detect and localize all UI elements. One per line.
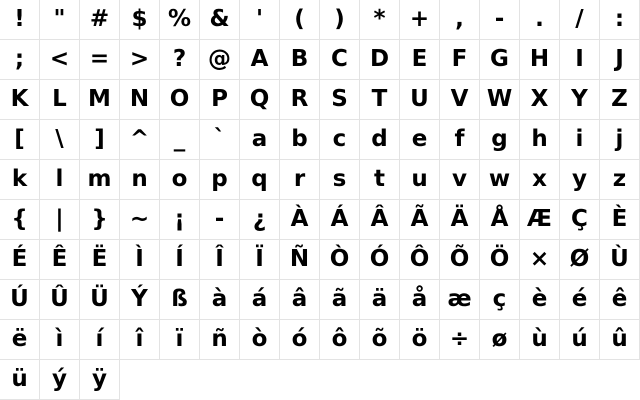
glyph-cell[interactable]: n	[120, 160, 160, 200]
glyph-cell[interactable]: h	[520, 120, 560, 160]
glyph-row	[0, 200, 640, 240]
glyph-cell[interactable]: }	[80, 200, 120, 240]
glyph-cell[interactable]: G	[480, 40, 520, 80]
glyph-cell[interactable]: Ú	[0, 280, 40, 320]
glyph-cell[interactable]: L	[40, 80, 80, 120]
glyph-row	[0, 320, 640, 360]
glyph-cell[interactable]: \	[40, 120, 80, 160]
glyph-cell[interactable]: ó	[280, 320, 320, 360]
glyph-cell[interactable]: Q	[240, 80, 280, 120]
glyph-cell[interactable]: ]	[80, 120, 120, 160]
glyph-cell[interactable]: -	[200, 200, 240, 240]
glyph-cell[interactable]: û	[600, 320, 640, 360]
glyph-cell[interactable]: -	[480, 0, 520, 40]
glyph-cell[interactable]: î	[120, 320, 160, 360]
glyph-row	[0, 0, 640, 40]
glyph-cell[interactable]: F	[440, 40, 480, 80]
glyph-cell[interactable]: `	[200, 120, 240, 160]
glyph-cell[interactable]: A	[240, 40, 280, 80]
glyph-cell[interactable]: v	[440, 160, 480, 200]
glyph-cell[interactable]: Ø	[560, 240, 600, 280]
glyph-cell[interactable]: i	[560, 120, 600, 160]
glyph-cell[interactable]: P	[200, 80, 240, 120]
glyph-cell[interactable]: í	[80, 320, 120, 360]
glyph-cell[interactable]: ê	[600, 280, 640, 320]
glyph-row	[0, 40, 640, 80]
glyph-cell[interactable]: o	[160, 160, 200, 200]
glyph-cell[interactable]: ^	[120, 120, 160, 160]
glyph-cell[interactable]: æ	[440, 280, 480, 320]
glyph-cell[interactable]: *	[360, 0, 400, 40]
glyph-cell[interactable]: !	[0, 0, 40, 40]
glyph-cell[interactable]: W	[480, 80, 520, 120]
glyph-cell[interactable]: ù	[520, 320, 560, 360]
glyph-cell[interactable]: Y	[560, 80, 600, 120]
glyph-cell[interactable]: Ó	[360, 240, 400, 280]
glyph-cell[interactable]: j	[600, 120, 640, 160]
glyph-cell[interactable]: )	[320, 0, 360, 40]
glyph-cell[interactable]: Ã	[400, 200, 440, 240]
glyph-cell[interactable]: ä	[360, 280, 400, 320]
glyph-cell[interactable]: Ù	[600, 240, 640, 280]
glyph-cell[interactable]: x	[520, 160, 560, 200]
glyph-cell[interactable]: ò	[240, 320, 280, 360]
glyph-cell[interactable]: Ì	[120, 240, 160, 280]
glyph-cell[interactable]: #	[80, 0, 120, 40]
glyph-cell[interactable]: $	[120, 0, 160, 40]
glyph-row	[0, 80, 640, 120]
glyph-cell[interactable]: V	[440, 80, 480, 120]
glyph-cell[interactable]: ç	[480, 280, 520, 320]
glyph-cell[interactable]: Ï	[240, 240, 280, 280]
glyph-cell[interactable]: ¡	[160, 200, 200, 240]
glyph-cell[interactable]: ú	[560, 320, 600, 360]
glyph-cell[interactable]: ÿ	[80, 360, 120, 400]
glyph-cell[interactable]: %	[160, 0, 200, 40]
glyph-cell[interactable]: Ò	[320, 240, 360, 280]
glyph-cell[interactable]: Â	[360, 200, 400, 240]
glyph-cell[interactable]: E	[400, 40, 440, 80]
glyph-cell[interactable]: R	[280, 80, 320, 120]
glyph-cell[interactable]: [	[0, 120, 40, 160]
glyph-cell[interactable]: M	[80, 80, 120, 120]
glyph-cell[interactable]: ï	[160, 320, 200, 360]
glyph-cell[interactable]: B	[280, 40, 320, 80]
glyph-cell[interactable]: Ô	[400, 240, 440, 280]
glyph-cell[interactable]: X	[520, 80, 560, 120]
glyph-cell[interactable]: È	[600, 200, 640, 240]
glyph-cell[interactable]: É	[0, 240, 40, 280]
glyph-cell[interactable]: é	[560, 280, 600, 320]
glyph-cell[interactable]: C	[320, 40, 360, 80]
glyph-cell[interactable]: ã	[320, 280, 360, 320]
glyph-cell[interactable]: &	[200, 0, 240, 40]
glyph-cell[interactable]: T	[360, 80, 400, 120]
glyph-cell[interactable]: :	[600, 0, 640, 40]
glyph-cell[interactable]: .	[520, 0, 560, 40]
glyph-cell[interactable]: a	[240, 120, 280, 160]
glyph-cell[interactable]: b	[280, 120, 320, 160]
glyph-cell[interactable]: K	[0, 80, 40, 120]
glyph-row	[0, 160, 640, 200]
glyph-cell[interactable]: Ê	[40, 240, 80, 280]
glyph-cell[interactable]: Ç	[560, 200, 600, 240]
glyph-cell[interactable]: O	[160, 80, 200, 120]
glyph-cell[interactable]: |	[40, 200, 80, 240]
glyph-cell[interactable]: H	[520, 40, 560, 80]
glyph-cell[interactable]: +	[400, 0, 440, 40]
glyph-cell[interactable]: ö	[400, 320, 440, 360]
glyph-cell[interactable]: ü	[0, 360, 40, 400]
glyph-cell[interactable]: <	[40, 40, 80, 80]
glyph-cell[interactable]: Í	[160, 240, 200, 280]
glyph-cell[interactable]: à	[200, 280, 240, 320]
glyph-cell[interactable]: u	[400, 160, 440, 200]
glyph-cell[interactable]: =	[80, 40, 120, 80]
glyph-cell[interactable]: ß	[160, 280, 200, 320]
glyph-cell[interactable]: s	[320, 160, 360, 200]
glyph-cell[interactable]: p	[200, 160, 240, 200]
glyph-cell[interactable]: ñ	[200, 320, 240, 360]
glyph-cell[interactable]: Z	[600, 80, 640, 120]
glyph-cell[interactable]: '	[240, 0, 280, 40]
glyph-cell[interactable]: S	[320, 80, 360, 120]
glyph-cell[interactable]: z	[600, 160, 640, 200]
glyph-cell[interactable]: Ü	[80, 280, 120, 320]
glyph-row	[0, 240, 640, 280]
glyph-cell[interactable]: w	[480, 160, 520, 200]
glyph-cell[interactable]: ý	[40, 360, 80, 400]
glyph-cell[interactable]: õ	[360, 320, 400, 360]
glyph-cell[interactable]: Å	[480, 200, 520, 240]
glyph-cell[interactable]: À	[280, 200, 320, 240]
glyph-cell[interactable]: "	[40, 0, 80, 40]
glyph-cell[interactable]: ì	[40, 320, 80, 360]
glyph-cell[interactable]: Ý	[120, 280, 160, 320]
glyph-cell[interactable]: (	[280, 0, 320, 40]
glyph-cell[interactable]: Û	[40, 280, 80, 320]
glyph-cell[interactable]: å	[400, 280, 440, 320]
glyph-cell[interactable]: ë	[0, 320, 40, 360]
glyph-cell[interactable]: ÷	[440, 320, 480, 360]
glyph-cell[interactable]: e	[400, 120, 440, 160]
glyph-cell[interactable]: c	[320, 120, 360, 160]
glyph-cell[interactable]: ~	[120, 200, 160, 240]
glyph-cell[interactable]: Ä	[440, 200, 480, 240]
glyph-cell[interactable]: _	[160, 120, 200, 160]
glyph-cell[interactable]: f	[440, 120, 480, 160]
glyph-cell[interactable]: l	[40, 160, 80, 200]
glyph-cell[interactable]: @	[200, 40, 240, 80]
glyph-cell[interactable]: ø	[480, 320, 520, 360]
glyph-cell[interactable]: Î	[200, 240, 240, 280]
glyph-cell[interactable]: á	[240, 280, 280, 320]
glyph-cell[interactable]: ô	[320, 320, 360, 360]
glyph-cell[interactable]: N	[120, 80, 160, 120]
glyph-cell[interactable]: ¿	[240, 200, 280, 240]
glyph-cell[interactable]: Õ	[440, 240, 480, 280]
glyph-cell[interactable]: g	[480, 120, 520, 160]
glyph-cell[interactable]: Ö	[480, 240, 520, 280]
glyph-cell[interactable]: m	[80, 160, 120, 200]
glyph-cell[interactable]: >	[120, 40, 160, 80]
glyph-cell[interactable]: t	[360, 160, 400, 200]
glyph-cell[interactable]: ;	[0, 40, 40, 80]
glyph-cell[interactable]: y	[560, 160, 600, 200]
glyph-cell[interactable]: /	[560, 0, 600, 40]
glyph-cell[interactable]: ?	[160, 40, 200, 80]
glyph-cell[interactable]: è	[520, 280, 560, 320]
glyph-cell[interactable]: I	[560, 40, 600, 80]
glyph-cell[interactable]: Ë	[80, 240, 120, 280]
glyph-cell[interactable]: J	[600, 40, 640, 80]
glyph-cell[interactable]: ×	[520, 240, 560, 280]
glyph-cell[interactable]: Á	[320, 200, 360, 240]
glyph-cell[interactable]: r	[280, 160, 320, 200]
glyph-cell[interactable]: {	[0, 200, 40, 240]
glyph-cell[interactable]: â	[280, 280, 320, 320]
glyph-row	[0, 120, 640, 160]
glyph-cell[interactable]: U	[400, 80, 440, 120]
glyph-cell[interactable]: D	[360, 40, 400, 80]
glyph-cell[interactable]: k	[0, 160, 40, 200]
glyph-cell[interactable]: q	[240, 160, 280, 200]
glyph-row	[0, 280, 640, 320]
glyph-cell[interactable]: ,	[440, 0, 480, 40]
glyph-cell[interactable]: Ñ	[280, 240, 320, 280]
glyph-cell[interactable]: Æ	[520, 200, 560, 240]
glyph-row	[0, 360, 640, 400]
glyph-cell[interactable]: d	[360, 120, 400, 160]
